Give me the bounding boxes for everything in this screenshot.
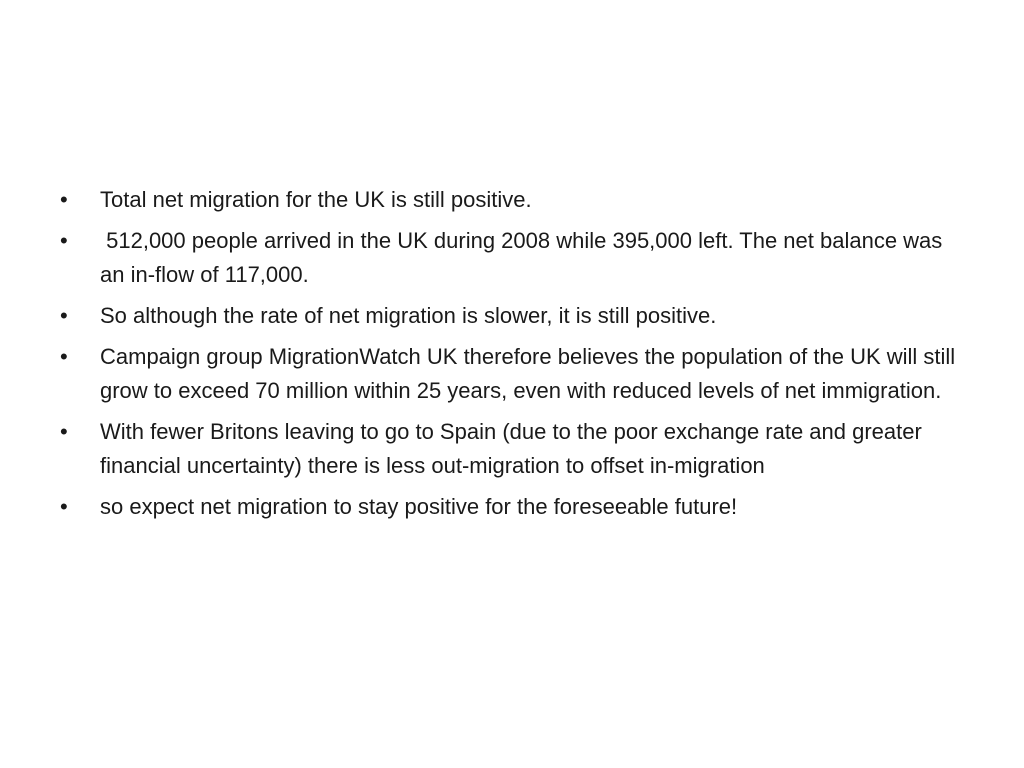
bullet-icon: • [60, 187, 68, 212]
bullet-text: So although the rate of net migration is slower, it is still positive. [100, 303, 717, 328]
bullet-icon: • [60, 344, 68, 369]
bullet-item [60, 224, 960, 292]
bullet-icon: • [60, 494, 68, 519]
bullet-text: Campaign group MigrationWatch UK therefore believes the population of the UK will still grow to exceed 70 million within 25 years, even with reduced levels of net immigration. [100, 344, 962, 403]
bullet-item [60, 183, 960, 217]
bullet-icon: • [60, 303, 68, 328]
bullet-text: 512,000 people arrived in the UK during 2008 while 395,000 left. The net balance was an in-flow of 117,000. [100, 228, 949, 287]
bullet-item [60, 490, 960, 524]
bullet-item [60, 299, 960, 333]
bullet-text: With fewer Britons leaving to go to Spain (due to the poor exchange rate and greater financial uncertainty) there is less out-migration to offset in-migration [100, 419, 928, 478]
bullet-item [60, 415, 960, 483]
bullet-list [60, 183, 960, 531]
bullet-text: Total net migration for the UK is still positive. [100, 187, 532, 212]
bullet-icon: • [60, 419, 68, 444]
bullet-icon: • [60, 228, 68, 253]
bullet-item [60, 340, 960, 408]
bullet-text: so expect net migration to stay positive for the foreseeable future! [100, 494, 738, 519]
